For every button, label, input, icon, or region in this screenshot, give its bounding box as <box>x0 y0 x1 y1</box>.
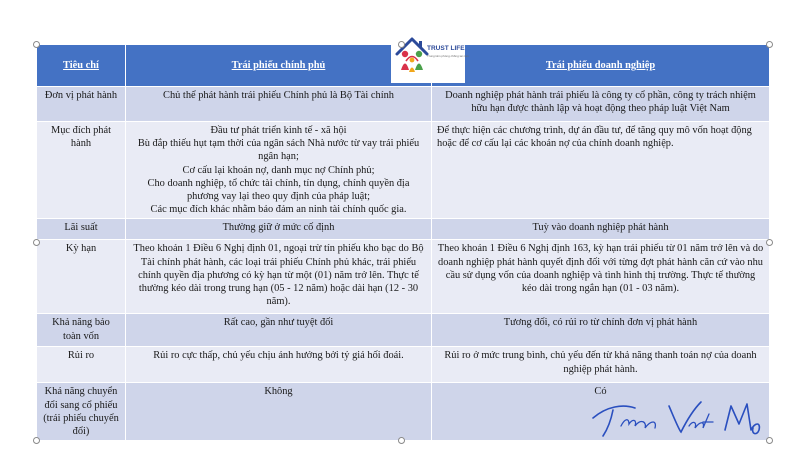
resize-handle-bottom-left[interactable] <box>33 437 40 444</box>
row-criteria: Kỳ hạn <box>37 240 126 314</box>
table-row <box>37 314 770 347</box>
row-government-cell: Rủi ro cực thấp, chủ yếu chịu ảnh hưởng bởi tỷ giá hối đoái. <box>126 347 432 383</box>
row-corporate-cell: Rủi ro ở mức trung bình, chủ yếu đến từ khả năng thanh toán nợ của doanh nghiệp phát hành. <box>432 347 770 383</box>
table-row <box>37 240 770 314</box>
table-row <box>37 219 770 240</box>
table-row <box>37 122 770 219</box>
row-government-cell: Chủ thể phát hành trái phiếu Chính phủ là Bộ Tài chính <box>126 87 432 122</box>
row-criteria: Mục đích phát hành <box>37 122 126 219</box>
header-corporate-bonds: Trái phiếu doanh nghiệp <box>432 45 770 87</box>
resize-handle-bottom[interactable] <box>398 437 405 444</box>
table-row <box>37 347 770 383</box>
resize-handle-right[interactable] <box>766 239 773 246</box>
brand-name: TRUST LIFE <box>427 45 465 52</box>
resize-handle-left[interactable] <box>33 239 40 246</box>
row-corporate-cell: Doanh nghiệp phát hành trái phiếu là công ty cổ phần, công ty trách nhiệm hữu hạn được thành lập và hoạt động theo pháp luật Việt Nam <box>432 87 770 122</box>
resize-handle-top[interactable] <box>398 41 405 48</box>
row-corporate-cell: Tương đối, có rủi ro từ chính đơn vị phát hành <box>432 314 770 347</box>
row-corporate-cell: Có <box>432 383 770 441</box>
row-government-cell: Thường giữ ở mức cố định <box>126 219 432 240</box>
resize-handle-bottom-right[interactable] <box>766 437 773 444</box>
row-government-cell: Rất cao, gần như tuyệt đối <box>126 314 432 347</box>
row-criteria: Lãi suất <box>37 219 126 240</box>
row-government-cell: Không <box>126 383 432 441</box>
resize-handle-top-left[interactable] <box>33 41 40 48</box>
row-criteria: Đơn vị phát hành <box>37 87 126 122</box>
row-criteria: Khả năng chuyển đổi sang cổ phiếu (trái phiếu chuyển đổi) <box>37 383 126 441</box>
row-corporate-cell: Theo khoản 1 Điều 6 Nghị định 163, kỳ hạn trái phiếu từ 01 năm trở lên và do doanh nghiệp phát hành quyết định đối với từng đợt phát hành căn cứ vào nhu cầu sử dụng vốn của doanh nghiệp và tình hình thị trường. Thực tế thường kéo dài trong ngắn hạn (01 - 03 năm). <box>432 240 770 314</box>
row-corporate-cell: Tuỳ vào doanh nghiệp phát hành <box>432 219 770 240</box>
table-row <box>37 87 770 122</box>
row-government-cell: Theo khoản 1 Điều 6 Nghị định 01, ngoại trừ tín phiếu kho bạc do Bộ Tài chính phát hành, các loại trái phiếu Chính phủ khác, trái phiếu chính quyền địa phương có kỳ hạn từ một (01) năm trở lên. Thực tế thường kéo dài trong trung hạn (05 - 12 năm) hoặc dài hạn (12 - 30 năm). <box>126 240 432 314</box>
resize-handle-top-right[interactable] <box>766 41 773 48</box>
row-government-cell: Đầu tư phát triển kinh tế - xã hội Bù đắp thiếu hụt tạm thời của ngân sách Nhà nước từ vay trái phiếu ngân hạn; Cơ cấu lại khoản nợ, danh mục nợ Chính phủ; Cho doanh nghiệp, tổ chức tài chính, tín dụng, chính quyền địa phương vay lại theo quy định của pháp luật; Các mục đích khác nhằm bảo đảm an ninh tài chính quốc gia. <box>126 122 432 219</box>
row-criteria: Khả năng bảo toàn vốn <box>37 314 126 347</box>
header-government-bonds: Trái phiếu chính phủ <box>126 45 432 87</box>
trust-life-logo <box>391 30 469 83</box>
brand-tagline: Trung tâm phòng chống tai nạn <box>427 54 469 58</box>
row-corporate-cell: Để thực hiện các chương trình, dự án đầu tư, để tăng quy mô vốn hoạt động hoặc để cơ cấu lại các khoản nợ của chính doanh nghiệp. <box>432 122 770 219</box>
header-criteria: Tiêu chí <box>37 45 126 87</box>
handwritten-signature <box>585 392 770 440</box>
row-criteria: Rủi ro <box>37 347 126 383</box>
comparison-table <box>36 44 770 441</box>
